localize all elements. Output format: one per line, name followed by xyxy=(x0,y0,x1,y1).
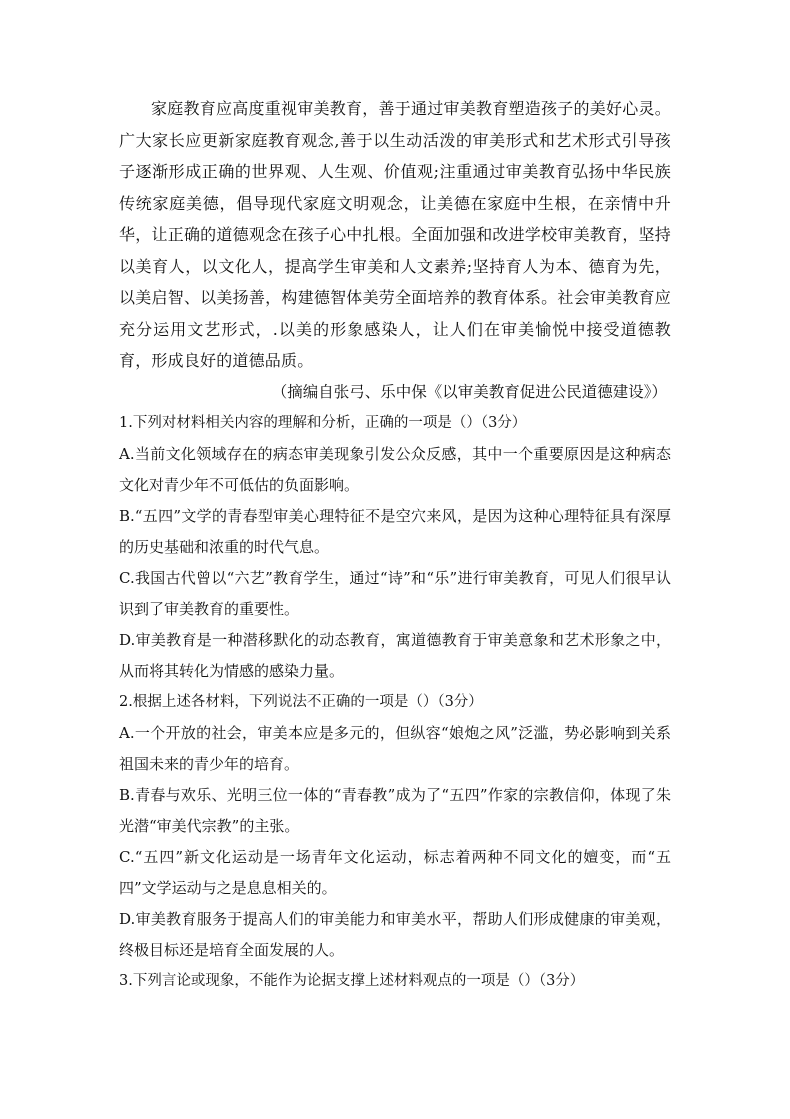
option-c: C.“五四”新文化运动是一场青年文化运动，标志着两种不同文化的嬗变，而“五四”文学运动与之是息息相关的。 xyxy=(119,847,671,897)
option-c: C.我国古代曾以“六艺”教育学生，通过“诗”和“乐”进行审美教育，可见人们很早认识到了审美教育的重要性。 xyxy=(119,568,671,618)
question-3 xyxy=(119,966,671,997)
passage-paragraph: 家庭教育应高度重视审美教育，善于通过审美教育塑造孩子的美好心灵。广大家长应更新家庭教育观念,善于以生动活泼的审美形式和艺术形式引导孩子逐渐形成正确的世界观、人生观、价值观;注重通过审美教育弘扬中华民族传统家庭美德，倡导现代家庭文明观念，让美德在家庭中生根，在亲情中升华，让正确的道德观念在孩子心中扎根。全面加强和改进学校审美教育，坚持以美育人，以文化人，提高学生审美和人文素养;坚持育人为本、德育为先，以美启智、以美扬善，构建德智体美劳全面培养的教育体系。社会审美教育应充分运用文艺形式，.以美的形象感染人，让人们在审美愉悦中接受道德教育，形成良好的道德品质。 xyxy=(119,99,671,370)
question-2 xyxy=(119,687,671,966)
option-b: B.青春与欢乐、光明三位一体的“青春教”成为了“五四”作家的宗教信仰，体现了朱光潜“审美代宗教”的主张。 xyxy=(119,785,671,835)
option-d: D.审美教育是一种潜移默化的动态教育，寓道德教育于审美意象和艺术形象之中，从而将其转化为情感的感染力量。 xyxy=(119,630,671,680)
option-a: A.当前文化领域存在的病态审美现象引发公众反感，其中一个重要原因是这种病态文化对青少年不可低估的负面影响。 xyxy=(119,444,671,494)
question-1 xyxy=(119,408,671,687)
option-a: A.一个开放的社会，审美本应是多元的，但纵容“娘炮之风”泛滥，势必影响到关系祖国未来的青少年的培育。 xyxy=(119,723,671,773)
option-d: D.审美教育服务于提高人们的审美能力和审美水平，帮助人们形成健康的审美观，终极目标还是培育全面发展的人。 xyxy=(119,909,671,959)
option-b: B.“五四”文学的青春型审美心理特征不是空穴来风，是因为这种心理特征具有深厚的历史基础和浓重的时代气息。 xyxy=(119,506,671,556)
question-stem: 2.根据上述各材料，下列说法不正确的一项是（）（3分） xyxy=(119,693,483,710)
question-stem: 3.下列言论或现象，不能作为论据支撑上述材料观点的一项是（）（3分） xyxy=(119,972,585,989)
document-page xyxy=(119,93,671,997)
passage-source: （摘编自张弓、乐中保《以审美教育促进公民道德建设》） xyxy=(271,382,667,401)
question-stem: 1.下列对材料相关内容的理解和分析，正确的一项是（）（3分） xyxy=(119,414,527,431)
